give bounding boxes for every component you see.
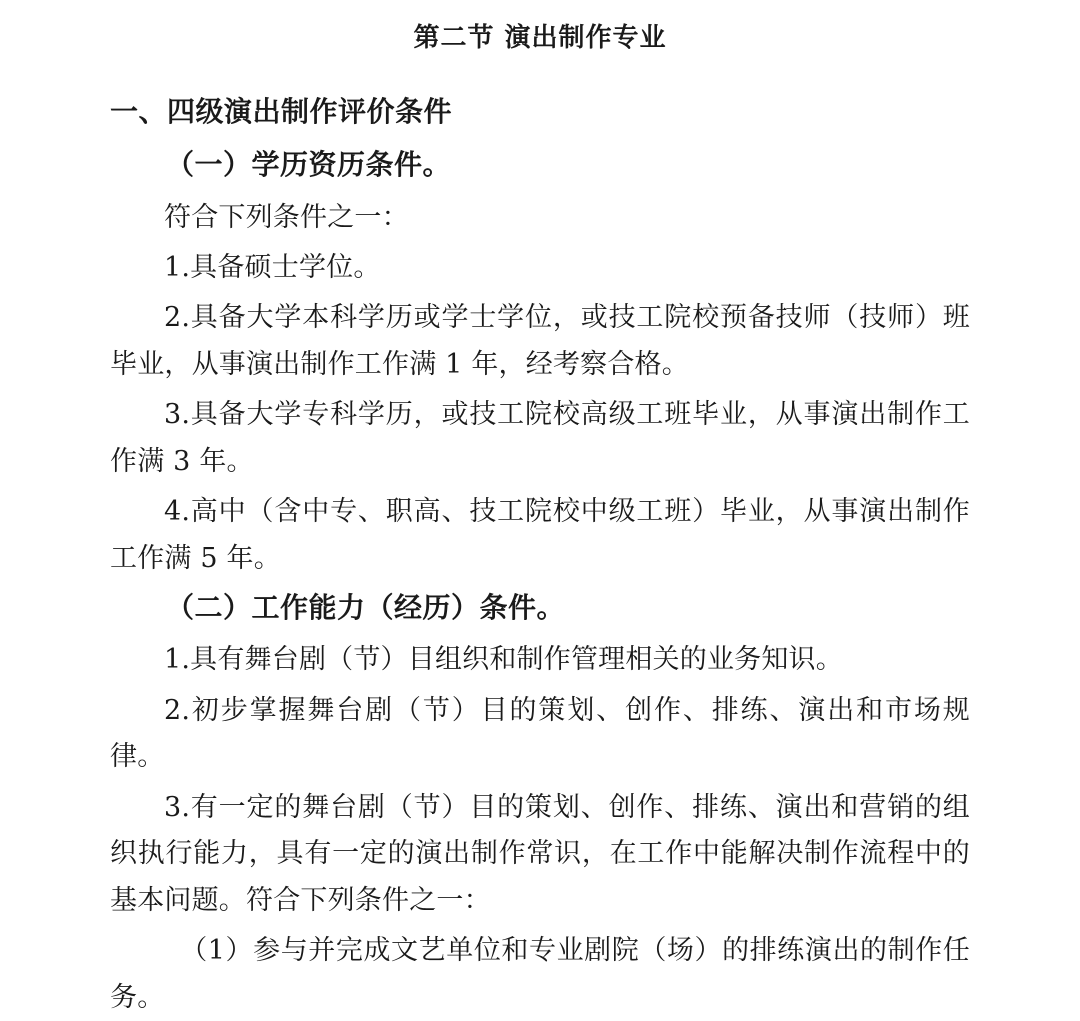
paragraph: 符合下列条件之一： <box>164 201 409 233</box>
paragraph: 1.具备硕士学位。 <box>164 252 381 284</box>
document-body <box>110 90 970 1021</box>
paragraph: 4.高中（含中专、职高、技工院校中级工班）毕业，从事演出制作工作满 5 年。 <box>110 496 970 574</box>
sub-heading: （二）工作能力（经历）条件。 <box>166 591 566 625</box>
paragraph: 2.具备大学本科学历或学士学位，或技工院校预备技师（技师）班毕业，从事演出制作工作满 1 年，经考察合格。 <box>110 302 970 380</box>
paragraph: 1.具有舞台剧（节）目组织和制作管理相关的业务知识。 <box>164 644 843 676</box>
paragraph: 3.有一定的舞台剧（节）目的策划、创作、排练、演出和营销的组织执行能力，具有一定的演出制作常识，在工作中能解决制作流程中的基本问题。符合下列条件之一： <box>110 791 970 916</box>
paragraph: （1）参与并完成文艺单位和专业剧院（场）的排练演出的制作任务。 <box>110 935 970 1013</box>
section-heading: 一、四级演出制作评价条件 <box>110 94 453 128</box>
paragraph: 3.具备大学专科学历，或技工院校高级工班毕业，从事演出制作工作满 3 年。 <box>110 399 970 477</box>
sub-heading: （一）学历资历条件。 <box>166 148 452 182</box>
page-title: 第二节 演出制作专业 <box>413 23 667 53</box>
paragraph: 2.初步掌握舞台剧（节）目的策划、创作、排练、演出和市场规律。 <box>110 694 970 773</box>
